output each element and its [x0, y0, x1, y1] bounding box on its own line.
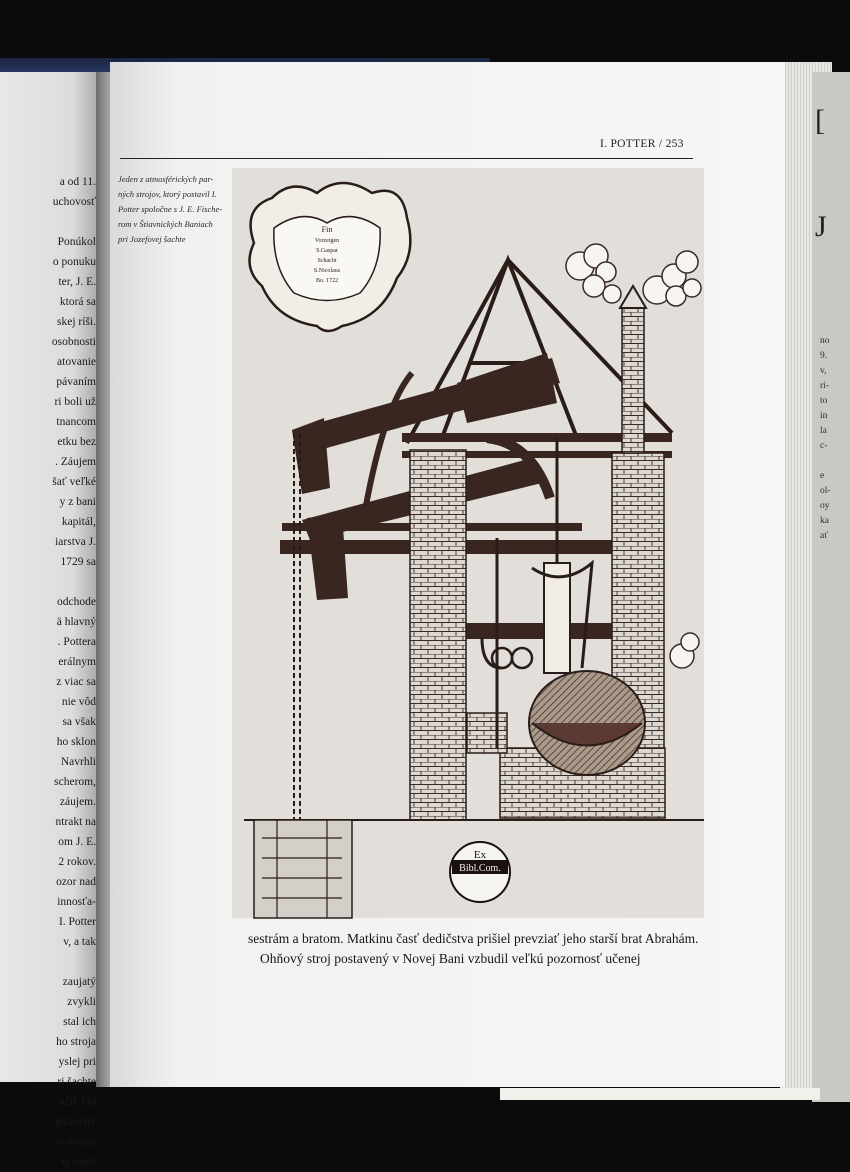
next-page-text-line: la: [820, 426, 827, 436]
text-line: o ponuku: [52, 256, 96, 268]
text-line: ktorá sa: [59, 296, 96, 308]
text-line: pätročný: [55, 1116, 96, 1128]
text-line: sa však: [62, 716, 96, 728]
text-line: Ponúkol: [57, 236, 96, 248]
text-line: ho stroja: [56, 1036, 96, 1048]
cartouche-line: Bo. 1722: [315, 278, 339, 284]
text-line: záujem.: [59, 796, 96, 808]
next-page-lines: [820, 334, 831, 544]
next-page-text-line: ri-: [820, 381, 829, 391]
text-line: I. Potter: [58, 916, 96, 928]
text-line: z viac sa: [56, 676, 96, 688]
page-bottom-edge: [500, 1088, 820, 1100]
next-page-text-line: in: [820, 411, 828, 421]
well-shaft: [254, 820, 352, 918]
next-page-text-line: [820, 454, 831, 469]
next-page-text-line: ol-: [820, 486, 831, 496]
cartouche-line: Vorzeigen: [314, 238, 340, 244]
stamp-line: Bibl.Com.: [459, 863, 501, 874]
running-head: I. POTTER / 253: [600, 138, 684, 150]
text-line: . Záujem: [55, 456, 96, 468]
caption-line: Potter spoločne s J. E. Fische-: [118, 204, 223, 214]
header-rule: [120, 158, 693, 159]
text-line: ho sklon: [56, 736, 96, 748]
text-line: om J. E.: [58, 836, 96, 848]
engraving-drawing: [232, 168, 704, 918]
text-line: Navrhli: [60, 756, 96, 768]
caption-line: rom v Štiavnických Baniach: [118, 219, 213, 229]
text-line: etku bez: [57, 436, 96, 448]
text-line: tnancom: [56, 416, 96, 428]
text-line: zaujatý: [62, 976, 96, 988]
text-line: uchovosť: [52, 196, 96, 208]
caption-line: Jeden z atmosférických par-: [118, 174, 214, 184]
cartouche-line: Schacht: [317, 258, 337, 264]
text-line: nie vôd: [61, 696, 96, 708]
text-line: scherom,: [54, 776, 96, 788]
text-line: ej smrti: [61, 1156, 96, 1168]
paragraph: Ohňový stroj postavený v Novej Bani vzbudil veľkú pozornosť učenej: [260, 951, 641, 966]
boiler: [529, 671, 645, 775]
figure-caption: [118, 172, 226, 247]
text-line: innosťa-: [57, 896, 96, 908]
text-line: stal ich: [63, 1016, 96, 1028]
next-page-text-line: no: [820, 336, 830, 346]
next-page-text-line: v,: [820, 366, 827, 376]
body-text: [248, 929, 708, 969]
text-line: kapitál,: [61, 516, 96, 528]
steam-engine-illustration: [232, 168, 704, 918]
text-line: yslej pri: [58, 1056, 96, 1068]
next-page-bracket-mark: [: [815, 104, 825, 137]
cartouche-line: Fin: [321, 225, 333, 234]
text-line: y z bani: [59, 496, 96, 508]
text-line: o svojho: [56, 1136, 96, 1148]
text-line: v, a tak: [63, 936, 96, 948]
text-line: zvykli: [67, 996, 96, 1008]
caption-line: ných strojov, ktorý postavil I.: [118, 189, 217, 199]
text-line: pávaním: [56, 376, 96, 388]
next-page-text-line: 9.: [820, 351, 828, 361]
text-line: iarstva J.: [55, 536, 96, 548]
text-line: ä hlavný: [56, 616, 96, 628]
exlibris-stamp: [450, 842, 510, 902]
stamp-line: Ex: [473, 849, 487, 861]
cartouche-line: S.Nicolaus: [313, 268, 341, 274]
text-line: atovanie: [57, 356, 96, 368]
text-line: nčil. Od: [58, 1096, 96, 1108]
text-line: ri šachte: [57, 1076, 96, 1088]
text-line: ter, J. E.: [58, 276, 96, 288]
text-line: a od 11.: [59, 176, 96, 188]
left-page-text: [1, 172, 96, 1172]
text-line: . Pottera: [57, 636, 96, 648]
next-page-j-mark: J: [815, 210, 827, 243]
paragraph: sestrám a bratom. Matkinu časť dedičstva prišiel prevziať jeho starší brat Abrahám.: [248, 931, 699, 946]
caption-line: pri Jozefovej šachte: [118, 234, 186, 244]
next-page-text-line: ka: [820, 516, 829, 526]
left-page: [0, 72, 104, 1168]
next-page-text-line: to: [820, 396, 828, 406]
cartouche-line: S.Gaspar: [316, 248, 338, 254]
text-line: ntrakt na: [55, 816, 96, 828]
text-line: 2 rokov.: [58, 856, 96, 868]
text-line: osobnosti: [51, 336, 96, 348]
next-page-text-line: e: [820, 471, 825, 481]
text-line: 1729 sa: [60, 556, 96, 568]
text-line: ozor nad: [56, 876, 96, 888]
next-page-text-line: ať: [820, 531, 829, 541]
text-line: skej ríši.: [57, 316, 96, 328]
text-line: odchode: [57, 596, 96, 608]
text-line: ri boli už: [54, 396, 96, 408]
text-line: šať veľké: [52, 476, 96, 488]
next-page-text-line: c-: [820, 441, 828, 451]
text-line: erálnym: [58, 656, 96, 668]
next-page-text-line: oy: [820, 501, 830, 511]
